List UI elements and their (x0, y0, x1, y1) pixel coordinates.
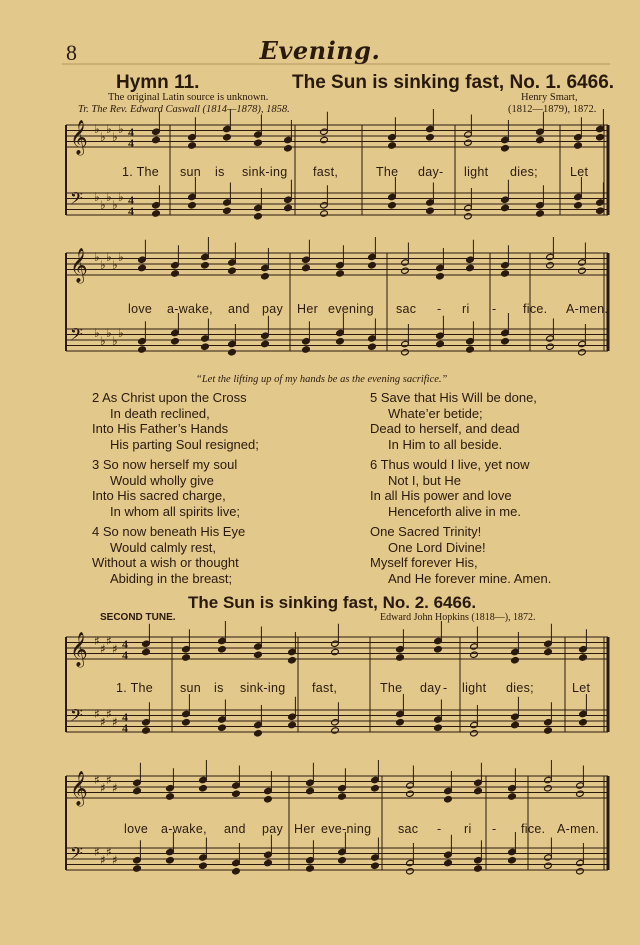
flat-icon: ♭ (100, 198, 106, 212)
note-head (199, 785, 208, 792)
verse-line: Into His Father’s Hands (92, 421, 229, 436)
note-head (218, 724, 227, 731)
note-head (536, 136, 545, 143)
treble-clef-icon: 𝄞 (70, 771, 88, 806)
note-head (261, 340, 270, 347)
treble-clef-icon: 𝄞 (70, 120, 88, 155)
flat-icon: ♭ (106, 190, 112, 204)
note-head (338, 857, 347, 864)
sharp-icon: ♯ (100, 642, 106, 656)
flat-icon: ♭ (106, 250, 112, 264)
verse-line: Whate’er betide; (388, 405, 483, 421)
treble-clef-icon: 𝄞 (70, 248, 88, 283)
note-head (264, 796, 273, 803)
note-head (182, 719, 191, 726)
verse-line: 6 Thus would I live, yet now (370, 457, 530, 472)
verse-line: Not I, but He (388, 472, 461, 488)
note-head (284, 145, 293, 152)
lyric-syllable: light (462, 681, 487, 695)
note-head (138, 264, 147, 271)
note-head (579, 719, 588, 726)
note-head (444, 859, 453, 866)
time-signature-bottom: 4 (122, 721, 128, 735)
verse (370, 457, 551, 519)
note-head (138, 346, 147, 353)
note-head (320, 136, 329, 143)
sharp-icon: ♯ (112, 853, 118, 867)
note-head (501, 338, 510, 345)
note-head (284, 204, 293, 211)
sharp-icon: ♯ (94, 845, 100, 859)
lyric-syllable: a-wake, (161, 822, 207, 836)
note-head (474, 787, 483, 794)
note-head (436, 340, 445, 347)
flat-icon: ♭ (100, 334, 106, 348)
verse-line: Henceforth alive in me. (388, 503, 521, 519)
verse (92, 390, 259, 452)
note-head (464, 213, 473, 220)
note-head (426, 207, 435, 214)
lyric-syllable: light (464, 165, 489, 179)
second-tune-label: SECOND TUNE. (100, 612, 176, 623)
time-signature-top: 4 (128, 193, 134, 207)
note-head (254, 651, 263, 658)
lyric-syllable: fast, (312, 681, 338, 695)
note-head (368, 343, 377, 350)
verse (370, 524, 551, 586)
note-head (436, 273, 445, 280)
note-head (596, 207, 605, 214)
note-head (388, 142, 397, 149)
running-head: Evening. (259, 36, 381, 65)
note-head (574, 202, 583, 209)
sharp-icon: ♯ (112, 715, 118, 729)
lyric-syllable: - (437, 822, 442, 836)
sharp-icon: ♯ (106, 845, 112, 859)
lyric-syllable: dies; (506, 681, 534, 695)
treble-clef-icon: 𝄞 (70, 632, 88, 667)
lyric-syllable: a-wake, (167, 302, 213, 316)
verse-line: And He forever mine. Amen. (388, 570, 552, 586)
sharp-icon: ♯ (100, 853, 106, 867)
note-head (152, 210, 161, 217)
flat-icon: ♭ (94, 326, 100, 340)
note-head (579, 654, 588, 661)
note-head (171, 270, 180, 277)
note-head (152, 136, 161, 143)
lyric-syllable: Let (572, 681, 591, 695)
note-head (336, 338, 345, 345)
note-head (544, 785, 553, 792)
verse-line: Would calmly rest, (110, 539, 216, 555)
note-head (218, 646, 227, 653)
time-signature-bottom: 4 (128, 204, 134, 218)
composer-dates: (1812—1879), 1872. (508, 104, 597, 115)
note-head (288, 657, 297, 664)
flat-icon: ♭ (118, 122, 124, 136)
flat-icon: ♭ (106, 326, 112, 340)
note-head (576, 790, 585, 797)
lyric-syllable: love (128, 302, 153, 316)
sharp-icon: ♯ (106, 707, 112, 721)
flat-icon: ♭ (106, 122, 112, 136)
lyric-syllable: Her (294, 822, 316, 836)
note-head (574, 142, 583, 149)
verse-line: One Lord Divine! (388, 539, 486, 555)
lyric-syllable: - (492, 302, 497, 316)
verse (92, 457, 259, 519)
note-head (576, 868, 585, 875)
note-head (302, 264, 311, 271)
note-head (578, 349, 587, 356)
note-head (306, 787, 315, 794)
page-number: 8 (66, 40, 77, 65)
note-head (466, 346, 475, 353)
sharp-icon: ♯ (100, 715, 106, 729)
note-head (232, 790, 241, 797)
lyric-syllable: sac (396, 302, 417, 316)
note-head (338, 793, 347, 800)
note-head (368, 262, 377, 269)
verse (92, 524, 259, 586)
note-head (544, 648, 553, 655)
lyric-syllable: love (124, 822, 149, 836)
flat-icon: ♭ (118, 250, 124, 264)
verse-line: In whom all spirits live; (110, 503, 241, 519)
note-head (508, 857, 517, 864)
verse-line: Abiding in the breast; (110, 570, 233, 586)
note-head (511, 657, 520, 664)
lyric-syllable: 1. The (122, 165, 160, 179)
note-head (133, 865, 142, 872)
note-head (546, 262, 555, 269)
note-head (228, 267, 237, 274)
lyric-syllable: is (214, 681, 224, 695)
lyric-syllable: - (443, 681, 448, 695)
note-head (396, 654, 405, 661)
lyric-syllable: and (228, 302, 250, 316)
note-head (470, 651, 479, 658)
sharp-icon: ♯ (100, 781, 106, 795)
lyric-syllable: A-men. (566, 302, 609, 316)
note-head (254, 213, 263, 220)
note-head (264, 859, 273, 866)
flat-icon: ♭ (118, 326, 124, 340)
verse-line: His parting Soul resigned; (110, 436, 259, 452)
verse-line: One Sacred Trinity! (370, 524, 482, 539)
verse-line: 5 Save that His Will be done, (370, 390, 537, 405)
hymn-title: The Sun is sinking fast, No. 1. 6466. (292, 72, 615, 93)
note-head (228, 349, 237, 356)
note-head (508, 793, 517, 800)
note-head (546, 343, 555, 350)
flat-icon: ♭ (94, 250, 100, 264)
verse-line: 2 As Christ upon the Cross (92, 390, 247, 405)
lyric-syllable: sun (180, 165, 202, 179)
note-head (288, 721, 297, 728)
sharp-icon: ♯ (106, 634, 112, 648)
note-head (536, 210, 545, 217)
note-head (201, 343, 210, 350)
note-head (426, 134, 435, 141)
verse-line: Without a wish or thought (92, 555, 239, 570)
note-head (511, 721, 520, 728)
note-head (464, 139, 473, 146)
note-head (254, 139, 263, 146)
composer-name: Henry Smart, (521, 92, 578, 103)
lyric-syllable: sun (180, 681, 202, 695)
sharp-icon: ♯ (112, 642, 118, 656)
note-head (320, 210, 329, 217)
second-hymn-title: The Sun is sinking fast, No. 2. 6466. (188, 593, 477, 612)
verse-line: Into His sacred charge, (92, 488, 226, 503)
lyric-syllable: dies; (510, 165, 538, 179)
note-head (232, 868, 241, 875)
flat-icon: ♭ (112, 258, 118, 272)
note-head (501, 204, 510, 211)
bass-clef-icon: 𝄢 (70, 705, 83, 729)
sharp-icon: ♯ (94, 707, 100, 721)
sharp-icon: ♯ (94, 773, 100, 787)
note-head (388, 202, 397, 209)
note-head (466, 264, 475, 271)
time-signature-top: 4 (122, 637, 128, 651)
lyric-syllable: fice. (523, 302, 548, 316)
verse-line: In Him to all beside. (388, 436, 503, 452)
epigraph: “Let the lifting up of my hands be as the evening sacrifice.” (196, 374, 448, 385)
note-head (171, 338, 180, 345)
lyric-syllable: Her (297, 302, 319, 316)
lyric-syllable: fast, (313, 165, 339, 179)
lyric-syllable: sink-ing (240, 681, 286, 695)
lyric-syllable: The (380, 681, 403, 695)
note-head (444, 796, 453, 803)
verse (370, 390, 551, 452)
lyric-syllable: ri (462, 302, 470, 316)
bass-clef-icon: 𝄢 (70, 843, 83, 867)
note-head (596, 134, 605, 141)
lyric-syllable: pay (262, 302, 284, 316)
note-head (199, 862, 208, 869)
flat-icon: ♭ (100, 130, 106, 144)
lyric-syllable: The (376, 165, 399, 179)
lyric-syllable: day (420, 681, 442, 695)
note-head (434, 646, 443, 653)
flat-icon: ♭ (112, 198, 118, 212)
sharp-icon: ♯ (112, 781, 118, 795)
note-head (223, 134, 232, 141)
note-head (406, 868, 415, 875)
lyric-syllable: - (492, 822, 497, 836)
note-head (401, 267, 410, 274)
flat-icon: ♭ (94, 122, 100, 136)
note-head (142, 648, 151, 655)
bass-clef-icon: 𝄢 (70, 324, 83, 348)
note-head (182, 654, 191, 661)
lyric-syllable: fice. (521, 822, 546, 836)
flat-icon: ♭ (118, 190, 124, 204)
note-head (331, 727, 340, 734)
hymn-label: Hymn 11. (116, 72, 200, 93)
time-signature-top: 4 (122, 710, 128, 724)
lyric-syllable: eve-ning (321, 822, 372, 836)
note-head (371, 862, 380, 869)
source-note: The original Latin source is unknown. (108, 92, 269, 103)
note-head (223, 207, 232, 214)
note-head (336, 270, 345, 277)
lyric-syllable: - (437, 302, 442, 316)
lyric-syllable: is (215, 165, 225, 179)
verse-line: In death reclined, (110, 405, 210, 421)
sharp-icon: ♯ (94, 634, 100, 648)
lyric-syllable: and (224, 822, 246, 836)
note-head (188, 202, 197, 209)
note-head (401, 349, 410, 356)
verse-line: 4 So now beneath His Eye (92, 524, 246, 539)
note-head (302, 346, 311, 353)
lyric-syllable: evening (328, 302, 374, 316)
note-head (254, 730, 263, 737)
lyric-syllable: Let (570, 165, 589, 179)
note-head (306, 865, 315, 872)
note-head (544, 862, 553, 869)
lyric-syllable: A-men. (557, 822, 600, 836)
lyric-syllable: sac (398, 822, 419, 836)
time-signature-bottom: 4 (122, 648, 128, 662)
bass-clef-icon: 𝄢 (70, 188, 83, 212)
flat-icon: ♭ (100, 258, 106, 272)
time-signature-top: 4 (128, 125, 134, 139)
verse-line: 3 So now herself my soul (92, 457, 238, 472)
lyric-syllable: ri (464, 822, 472, 836)
note-head (434, 724, 443, 731)
note-head (188, 142, 197, 149)
note-head (470, 730, 479, 737)
verses-left-column (92, 390, 259, 591)
lyric-syllable: pay (262, 822, 284, 836)
note-head (331, 648, 340, 655)
note-head (166, 793, 175, 800)
verse-line: Myself forever His, (370, 555, 478, 570)
note-head (406, 790, 415, 797)
note-head (166, 857, 175, 864)
note-head (578, 267, 587, 274)
note-head (142, 727, 151, 734)
note-head (371, 785, 380, 792)
lyric-syllable: sink-ing (242, 165, 288, 179)
note-head (544, 727, 553, 734)
second-hymn-composer: Edward John Hopkins (1818—), 1872. (380, 612, 536, 623)
verses-right-column (370, 390, 551, 591)
note-head (474, 865, 483, 872)
verse-line: Would wholly give (110, 472, 214, 488)
sharp-icon: ♯ (106, 773, 112, 787)
flat-icon: ♭ (94, 190, 100, 204)
verse-line: In all His power and love (370, 488, 512, 503)
note-head (133, 787, 142, 794)
lyric-syllable: 1. The (116, 681, 154, 695)
note-head (261, 273, 270, 280)
translator-credit: Tr. The Rev. Edward Caswall (1814—1878), 1858. (78, 104, 290, 115)
lyric-syllable: day- (418, 165, 444, 179)
note-head (396, 719, 405, 726)
time-signature-bottom: 4 (128, 136, 134, 150)
flat-icon: ♭ (112, 130, 118, 144)
flat-icon: ♭ (112, 334, 118, 348)
verse-line: Dead to herself, and dead (370, 421, 520, 436)
note-head (201, 262, 210, 269)
note-head (501, 145, 510, 152)
note-head (501, 270, 510, 277)
